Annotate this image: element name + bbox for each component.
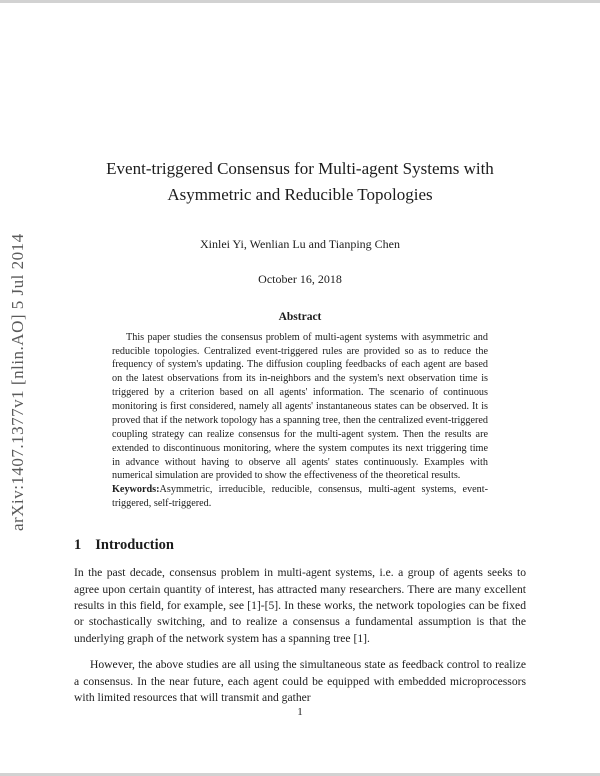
abstract-keywords (112, 483, 488, 511)
arxiv-watermark: arXiv:1407.1377v1 [nlin.AO] 5 Jul 2014 (8, 233, 27, 531)
paper-title: Event-triggered Consensus for Multi-agent Systems with Asymmetric and Reducible Topologies (106, 159, 494, 205)
paper-date: October 16, 2018 (258, 271, 342, 286)
keywords-label: Keywords: (112, 484, 160, 496)
page-number: 1 (297, 706, 303, 718)
keywords-text: Asymmetric, irreducible, reducible, consensus, multi-agent systems, event-triggered, self-triggered. (112, 484, 488, 510)
paper-authors: Xinlei Yi, Wenlian Lu and Tianping Chen (199, 236, 401, 251)
intro-paragraph-2: However, the above studies are all using the simultaneous state as feedback control to realize a consensus. In the near future, each agent could be equipped with embedded microprocessors with limited resources that will transmit and gather (74, 658, 526, 705)
abstract-text: This paper studies the consensus problem of multi-agent systems with asymmetric and reducible topologies. Centralized event-triggered rules are provided so as to reduce the frequency of system's updating. The diffusion coupling feedbacks of each agent are based on the latest observations from its in-neighbors and the system's next observation time is triggered by a criterion based on all agents' information. The scenario of continuous monitoring is first considered, namely all agents' instantaneous states can be observed. It is proved that if the network topology has a spanning tree, then the centralized event-triggered coupling strategy can realize consensus for the multi-agent system. Then the results are extended to discontinuous monitoring, where the system computes its next triggering time in advance without having to observe all agents' states continuously. Examples with numerical simulation are provided to show the effectiveness of the theoretical results. (112, 331, 488, 482)
intro-paragraph-1: In the past decade, consensus problem in multi-agent systems, i.e. a group of agents seeks to agree upon certain quantity of interest, has attracted many researchers. There are many excellent results in this field, for example, see [1]-[5]. In these works, the network topologies can be fixed or stochastically switching, and to realize a consensus a fundamental assumption is that the underlying graph of the network system has a spanning tree [1]. (74, 566, 526, 645)
abstract-heading: Abstract (278, 310, 322, 323)
abstract-block (112, 311, 488, 511)
section-heading-introduction (74, 537, 526, 554)
section-number: 1 (74, 537, 82, 554)
section-title: Introduction (95, 537, 174, 554)
page-edge-top (0, 0, 600, 3)
